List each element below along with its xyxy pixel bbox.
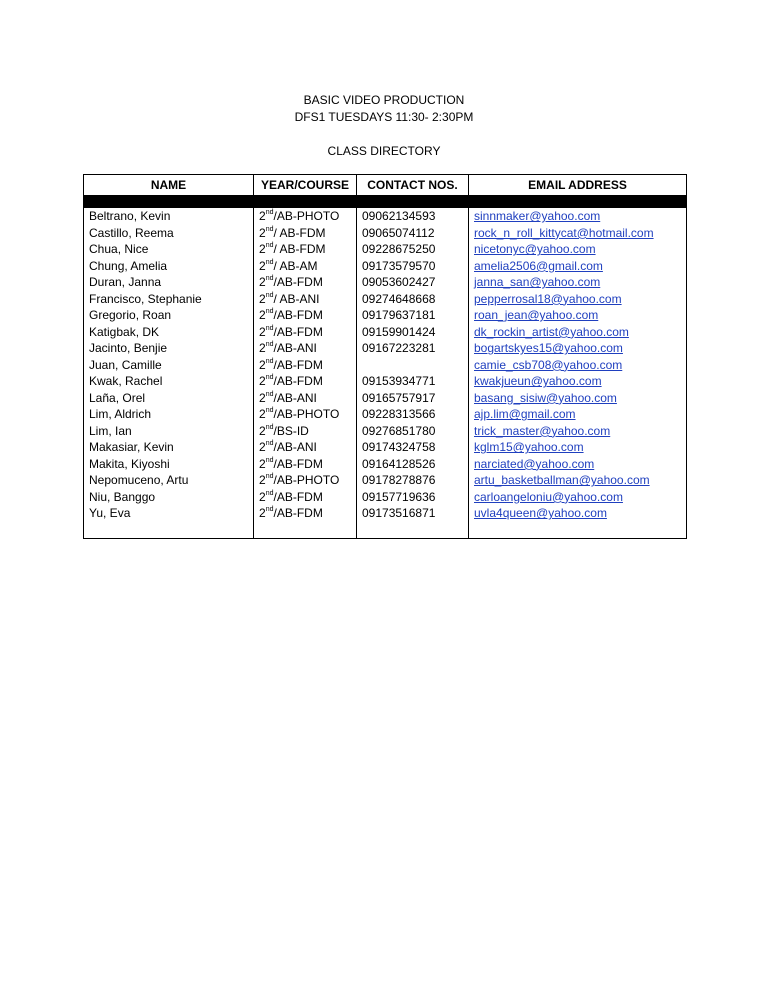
table-row	[84, 456, 687, 473]
ordinal-suffix: nd	[265, 225, 274, 233]
table-row	[84, 291, 687, 308]
ordinal-suffix: nd	[265, 423, 274, 431]
year-level: 2	[259, 440, 266, 455]
year-level: 2	[259, 489, 266, 504]
ordinal-suffix: nd	[265, 374, 274, 382]
table-row	[84, 307, 687, 324]
year-course-cell	[254, 505, 357, 522]
table-row	[84, 357, 687, 374]
year-level: 2	[259, 291, 266, 306]
ordinal-suffix: nd	[265, 489, 274, 497]
table-row	[84, 373, 687, 390]
year-course-cell	[254, 241, 357, 258]
class-schedule: DFS1 TUESDAYS 11:30- 2:30PM	[294, 110, 474, 124]
ordinal-suffix: nd	[265, 324, 274, 332]
year-course-cell	[254, 340, 357, 357]
ordinal-suffix: nd	[265, 308, 274, 316]
contact-number-cell	[357, 357, 469, 374]
column-header-email: EMAIL ADDRESS	[469, 175, 687, 196]
year-level: 2	[259, 473, 266, 488]
email-cell	[469, 390, 687, 407]
year-course-cell	[254, 274, 357, 291]
empty-cell	[469, 522, 687, 539]
contact-number-cell: 09178278876	[357, 472, 469, 489]
separator-cell	[469, 196, 687, 208]
course-code: / AB-FDM	[273, 242, 326, 257]
email-cell	[469, 373, 687, 390]
student-name-cell: Chua, Nice	[84, 241, 254, 258]
empty-cell	[254, 522, 357, 539]
student-name-cell: Juan, Camille	[84, 357, 254, 374]
student-name-cell: Jacinto, Benjie	[84, 340, 254, 357]
student-name-cell: Duran, Janna	[84, 274, 254, 291]
year-course-cell	[254, 373, 357, 390]
email-cell	[469, 208, 687, 225]
contact-number-cell: 09065074112	[357, 225, 469, 242]
student-name-cell: Lim, Aldrich	[84, 406, 254, 423]
course-code: /AB-FDM	[273, 456, 323, 471]
course-code: / AB-AM	[273, 258, 318, 273]
separator-cell	[357, 196, 469, 208]
email-link[interactable]: bogartskyes15@yahoo.com	[474, 341, 623, 356]
student-name-cell: Beltrano, Kevin	[84, 208, 254, 225]
year-course-cell	[254, 307, 357, 324]
column-header-contact: CONTACT NOS.	[357, 175, 469, 196]
email-cell	[469, 225, 687, 242]
course-code: /AB-ANI	[273, 390, 317, 405]
table-body	[84, 208, 687, 539]
student-name-cell: Gregorio, Roan	[84, 307, 254, 324]
year-course-cell	[254, 439, 357, 456]
ordinal-suffix: nd	[265, 473, 274, 481]
course-code: /AB-FDM	[273, 506, 323, 521]
course-code: /AB-FDM	[273, 324, 323, 339]
table-row	[84, 258, 687, 275]
empty-cell	[357, 522, 469, 539]
contact-number-cell: 09276851780	[357, 423, 469, 440]
contact-number-cell: 09165757917	[357, 390, 469, 407]
year-course-cell	[254, 225, 357, 242]
student-name-cell: Nepomuceno, Artu	[84, 472, 254, 489]
email-cell	[469, 423, 687, 440]
ordinal-suffix: nd	[265, 291, 274, 299]
ordinal-suffix: nd	[265, 209, 274, 217]
contact-number-cell: 09153934771	[357, 373, 469, 390]
ordinal-suffix: nd	[265, 242, 274, 250]
column-header-name: NAME	[84, 175, 254, 196]
year-course-cell	[254, 406, 357, 423]
ordinal-suffix: nd	[265, 456, 274, 464]
table-row	[84, 241, 687, 258]
year-level: 2	[259, 341, 266, 356]
course-code: /AB-FDM	[273, 489, 323, 504]
year-course-cell	[254, 291, 357, 308]
ordinal-suffix: nd	[265, 258, 274, 266]
table-row	[84, 324, 687, 341]
document-title: BASIC VIDEO PRODUCTION	[303, 93, 465, 107]
ordinal-suffix: nd	[265, 407, 274, 415]
email-cell	[469, 472, 687, 489]
year-course-cell	[254, 324, 357, 341]
course-code: / AB-ANI	[273, 291, 320, 306]
table-row	[84, 340, 687, 357]
student-name-cell: Kwak, Rachel	[84, 373, 254, 390]
email-link[interactable]: ajp.lim@gmail.com	[474, 407, 576, 422]
email-link[interactable]: rock_n_roll_kittycat@hotmail.com	[474, 225, 654, 240]
course-code: /AB-ANI	[273, 440, 317, 455]
contact-number-cell: 09053602427	[357, 274, 469, 291]
email-link[interactable]: kwakjueun@yahoo.com	[474, 374, 602, 389]
year-level: 2	[259, 324, 266, 339]
email-link[interactable]: sinnmaker@yahoo.com	[474, 209, 601, 224]
table-row	[84, 274, 687, 291]
year-level: 2	[259, 258, 266, 273]
contact-number-cell: 09274648668	[357, 291, 469, 308]
email-cell	[469, 489, 687, 506]
empty-cell	[84, 522, 254, 539]
contact-number-cell: 09174324758	[357, 439, 469, 456]
year-level: 2	[259, 390, 266, 405]
student-name-cell: Katigbak, DK	[84, 324, 254, 341]
year-level: 2	[259, 456, 266, 471]
header-separator-band	[84, 196, 687, 208]
email-link[interactable]: pepperrosal18@yahoo.com	[474, 291, 622, 306]
email-link[interactable]: nicetonyc@yahoo.com	[474, 242, 596, 257]
year-level: 2	[259, 374, 266, 389]
table-row	[84, 390, 687, 407]
separator-cell	[84, 196, 254, 208]
email-link[interactable]: carloangeloniu@yahoo.com	[474, 489, 623, 504]
contact-number-cell: 09157719636	[357, 489, 469, 506]
email-cell	[469, 258, 687, 275]
empty-table-row	[84, 522, 687, 539]
year-level: 2	[259, 423, 266, 438]
email-cell	[469, 291, 687, 308]
course-code: /AB-PHOTO	[273, 209, 340, 224]
contact-number-cell: 09179637181	[357, 307, 469, 324]
course-code: /AB-PHOTO	[273, 473, 340, 488]
table-row	[84, 225, 687, 242]
ordinal-suffix: nd	[265, 390, 274, 398]
year-level: 2	[259, 225, 266, 240]
course-code: /BS-ID	[273, 423, 309, 438]
ordinal-suffix: nd	[265, 275, 274, 283]
student-name-cell: Laña, Orel	[84, 390, 254, 407]
email-link[interactable]: artu_basketballman@yahoo.com	[474, 473, 650, 488]
column-header-year-course: YEAR/COURSE	[254, 175, 357, 196]
year-course-cell	[254, 472, 357, 489]
email-cell	[469, 406, 687, 423]
email-cell	[469, 324, 687, 341]
email-link[interactable]: basang_sisiw@yahoo.com	[474, 390, 617, 405]
course-code: / AB-FDM	[273, 225, 326, 240]
contact-number-cell: 09173579570	[357, 258, 469, 275]
email-link[interactable]: trick_master@yahoo.com	[474, 423, 611, 438]
student-name-cell: Yu, Eva	[84, 505, 254, 522]
email-cell	[469, 357, 687, 374]
course-code: /AB-PHOTO	[273, 407, 340, 422]
email-link[interactable]: camie_csb708@yahoo.com	[474, 357, 623, 372]
year-level: 2	[259, 242, 266, 257]
year-level: 2	[259, 506, 266, 521]
email-link[interactable]: dk_rockin_artist@yahoo.com	[474, 324, 629, 339]
course-code: /AB-ANI	[273, 341, 317, 356]
email-link[interactable]: kglm15@yahoo.com	[474, 440, 584, 455]
email-link[interactable]: janna_san@yahoo.com	[474, 275, 601, 290]
contact-number-cell: 09173516871	[357, 505, 469, 522]
email-cell	[469, 439, 687, 456]
year-course-cell	[254, 456, 357, 473]
email-cell	[469, 505, 687, 522]
class-directory-table	[83, 174, 687, 539]
table-row	[84, 489, 687, 506]
email-cell	[469, 340, 687, 357]
email-link[interactable]: uvla4queen@yahoo.com	[474, 506, 607, 521]
email-link[interactable]: roan_jean@yahoo.com	[474, 308, 599, 323]
year-course-cell	[254, 423, 357, 440]
year-level: 2	[259, 357, 266, 372]
course-code: /AB-FDM	[273, 308, 323, 323]
year-level: 2	[259, 308, 266, 323]
email-link[interactable]: narciated@yahoo.com	[474, 456, 595, 471]
ordinal-suffix: nd	[265, 440, 274, 448]
contact-number-cell: 09228675250	[357, 241, 469, 258]
ordinal-suffix: nd	[265, 341, 274, 349]
student-name-cell: Chung, Amelia	[84, 258, 254, 275]
student-name-cell: Castillo, Reema	[84, 225, 254, 242]
table-row	[84, 472, 687, 489]
email-cell	[469, 274, 687, 291]
course-code: /AB-FDM	[273, 275, 323, 290]
email-cell	[469, 307, 687, 324]
student-name-cell: Makita, Kiyoshi	[84, 456, 254, 473]
year-course-cell	[254, 357, 357, 374]
year-course-cell	[254, 208, 357, 225]
ordinal-suffix: nd	[265, 506, 274, 514]
year-level: 2	[259, 209, 266, 224]
email-cell	[469, 241, 687, 258]
email-link[interactable]: amelia2506@gmail.com	[474, 258, 603, 273]
email-cell	[469, 456, 687, 473]
table-row	[84, 505, 687, 522]
table-row	[84, 406, 687, 423]
document-subtitle: CLASS DIRECTORY	[327, 144, 441, 158]
course-code: /AB-FDM	[273, 374, 323, 389]
year-level: 2	[259, 407, 266, 422]
student-name-cell: Makasiar, Kevin	[84, 439, 254, 456]
student-name-cell: Francisco, Stephanie	[84, 291, 254, 308]
table-row	[84, 208, 687, 225]
year-level: 2	[259, 275, 266, 290]
contact-number-cell: 09062134593	[357, 208, 469, 225]
year-course-cell	[254, 489, 357, 506]
contact-number-cell: 09167223281	[357, 340, 469, 357]
table-row	[84, 439, 687, 456]
year-course-cell	[254, 390, 357, 407]
contact-number-cell: 09164128526	[357, 456, 469, 473]
course-code: /AB-FDM	[273, 357, 323, 372]
ordinal-suffix: nd	[265, 357, 274, 365]
student-name-cell: Lim, Ian	[84, 423, 254, 440]
year-course-cell	[254, 258, 357, 275]
table-row	[84, 423, 687, 440]
table-header-row	[84, 175, 687, 196]
separator-cell	[254, 196, 357, 208]
contact-number-cell: 09228313566	[357, 406, 469, 423]
student-name-cell: Niu, Banggo	[84, 489, 254, 506]
contact-number-cell: 09159901424	[357, 324, 469, 341]
